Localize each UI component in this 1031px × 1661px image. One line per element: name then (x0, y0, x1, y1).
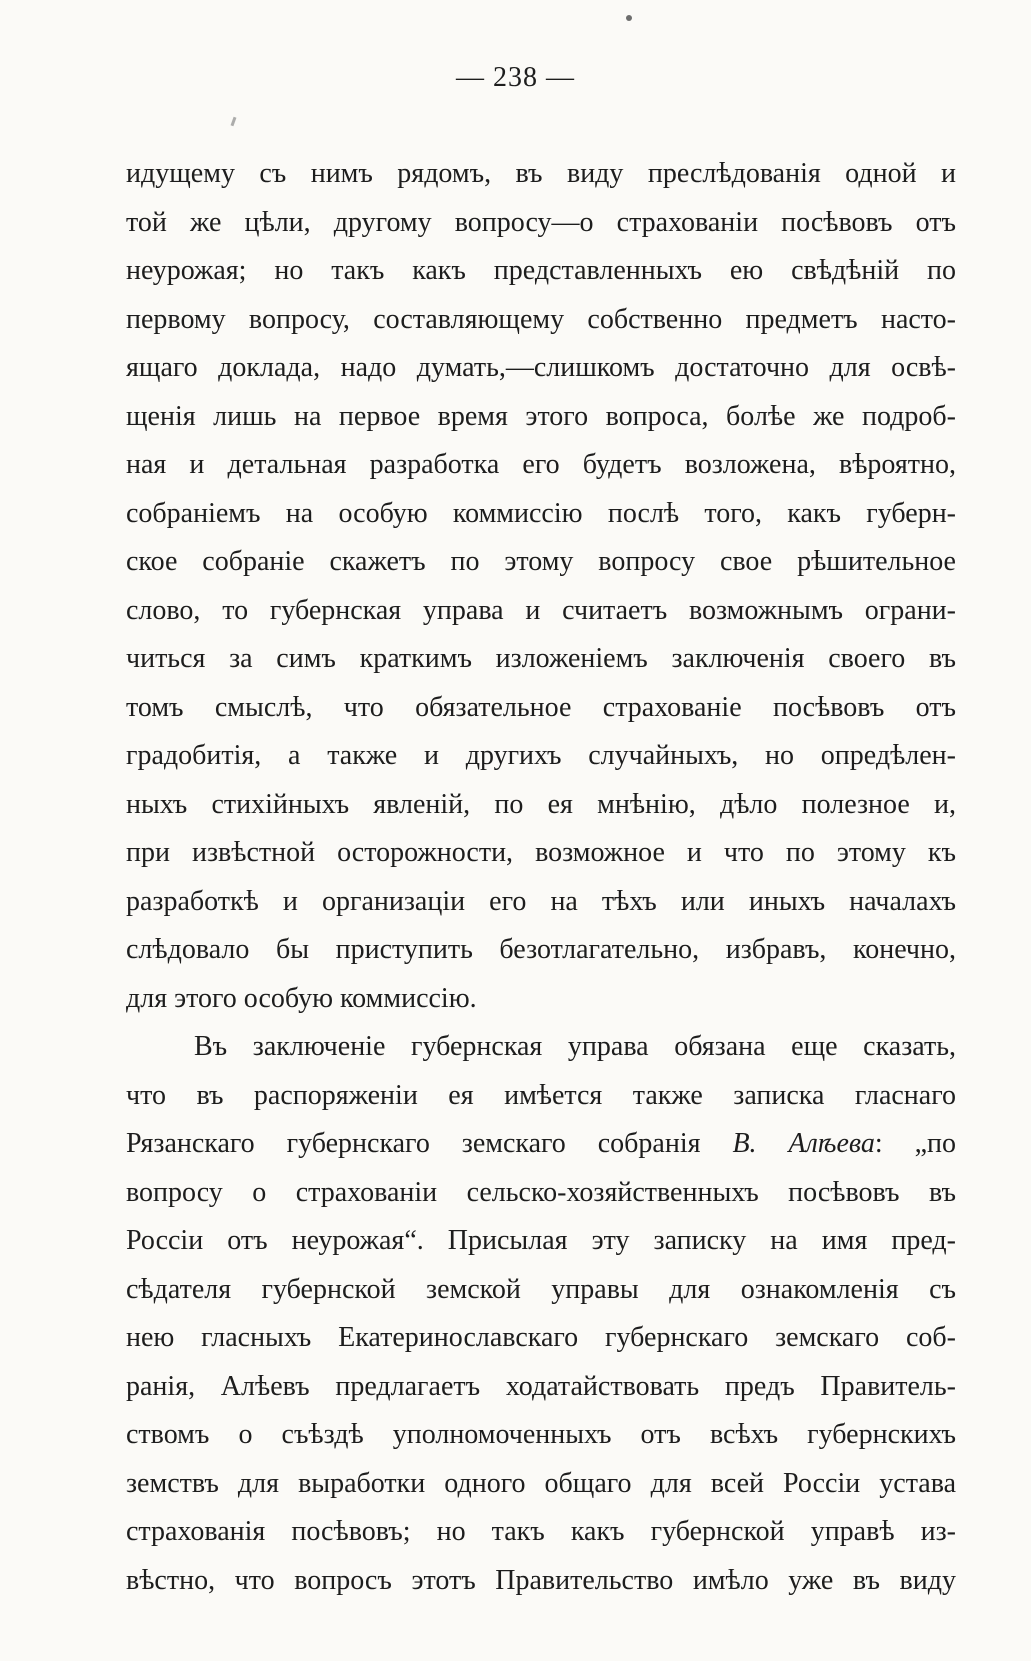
text-line: ящаго доклада, надо думать,—слишкомъ достаточно для освѣ- (126, 352, 956, 383)
text-line: томъ смыслѣ, что обязательное страхованіе посѣвовъ отъ (126, 691, 956, 723)
text-line: градобитія, а также и другихъ случайныхъ, но опредѣлен- (126, 740, 956, 771)
text-line: для этого особую коммиссію. (126, 982, 477, 1014)
text-line: ствомъ о съѣздѣ уполномоченныхъ отъ всѣхъ губернскихъ (126, 1419, 956, 1450)
text-line-with-author (126, 1120, 956, 1169)
text-line: земствъ для выработки одного общаго для всей Россіи устава (126, 1467, 956, 1499)
text-line: ныхъ стихійныхъ явленій, по ея мнѣнію, дѣло полезное и, (126, 788, 956, 820)
text-line: что въ распоряженіи ея имѣется также записка гласнаго (126, 1079, 956, 1111)
text-line: первому вопросу, составляющему собственно предметъ насто- (126, 303, 956, 335)
text-line: Россіи отъ неурожая“. Присылая эту записку на имя пред- (126, 1225, 956, 1256)
body-text (126, 150, 956, 1605)
text-line: ная и детальная разработка его будетъ возложена, вѣроятно, (126, 449, 956, 480)
text-line: вопросу о страхованіи сельско-хозяйственныхъ посѣвовъ въ (126, 1176, 956, 1208)
text-line: слѣдовало бы приступить безотлагательно, избравъ, конечно, (126, 934, 956, 965)
text-line: слово, то губернская управа и считаетъ возможнымъ ограни- (126, 594, 956, 626)
print-speck (626, 15, 632, 21)
text-line: разработкѣ и организаціи его на тѣхъ или иныхъ началахъ (126, 885, 956, 917)
text-line: сѣдателя губернской земской управы для ознакомленія съ (126, 1273, 956, 1305)
text-line: ское собраніе скажетъ по этому вопросу свое рѣшительное (126, 546, 956, 577)
text-line: ранія, Алѣевъ предлагаетъ ходатайствовать предъ Правитель- (126, 1370, 956, 1402)
paragraph-first-line: Въ заключеніе губернская управа обязана еще сказать, (194, 1031, 956, 1062)
text-fragment: Рязанскаго губернскаго земскаго собранія (126, 1128, 733, 1159)
text-fragment: : „по (874, 1128, 956, 1159)
text-line: той же цѣли, другому вопросу—о страхованіи посѣвовъ отъ (126, 206, 956, 238)
text-line: собраніемъ на особую коммиссію послѣ того, какъ губерн- (126, 497, 956, 529)
text-line: читься за симъ краткимъ изложеніемъ заключенія своего въ (126, 643, 956, 674)
text-line: щенія лишь на первое время этого вопроса, болѣе же подроб- (126, 400, 956, 432)
author-name: В. Алѣева (732, 1128, 875, 1159)
text-line: при извѣстной осторожности, возможное и что по этому къ (126, 837, 956, 868)
text-line: вѣстно, что вопросъ этотъ Правительство имѣло уже въ виду (126, 1564, 956, 1596)
text-line: неурожая; но такъ какъ представленныхъ ею свѣдѣній по (126, 255, 956, 286)
text-line: страхованія посѣвовъ; но такъ какъ губернской управѣ из- (126, 1516, 956, 1547)
page-number: — 238 — (456, 62, 575, 93)
text-line: нею гласныхъ Екатеринославскаго губернскаго земскаго соб- (126, 1322, 956, 1353)
print-mark (231, 117, 237, 126)
text-line: идущему съ нимъ рядомъ, въ виду преслѣдованія одной и (126, 158, 956, 189)
